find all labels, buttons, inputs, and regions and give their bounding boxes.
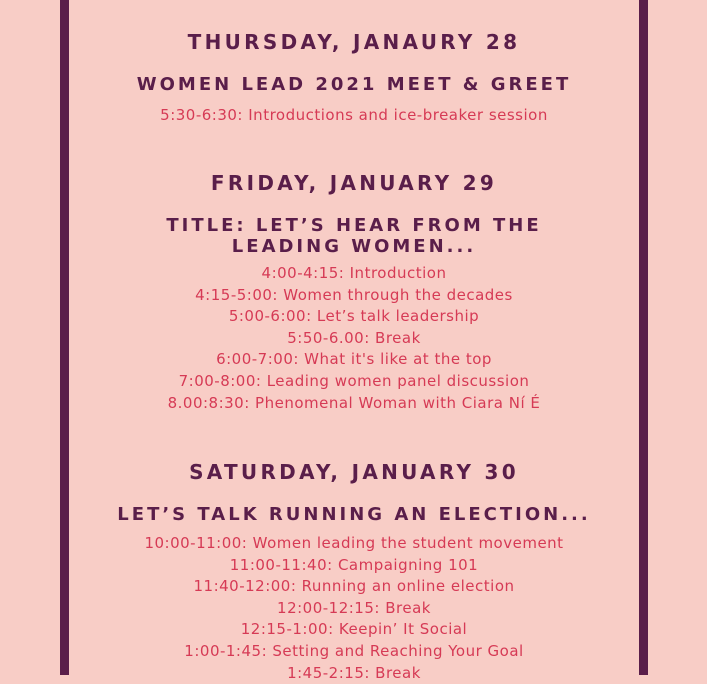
schedule-item: 1:00-1:45: Setting and Reaching Your Goal	[184, 641, 524, 660]
schedule-item: 5:00-6:00: Let’s talk leadership	[228, 307, 480, 326]
session-title-saturday	[69, 504, 639, 525]
day-heading: FRIDAY, JANUARY 29	[210, 171, 498, 195]
schedule-item: 10:00-11:00: Women leading the student movement	[144, 534, 564, 552]
session-title-line: TITLE: LET’S HEAR FROM THE	[166, 215, 542, 236]
session-title-line: LET’S TALK RUNNING AN ELECTION...	[117, 504, 591, 525]
day-section-friday	[69, 171, 639, 195]
session-title-line: WOMEN LEAD 2021 MEET & GREET	[136, 74, 572, 95]
session-items-thursday	[69, 105, 639, 127]
schedule-item: 5:30-6:30: Introductions and ice-breaker session	[160, 106, 548, 124]
session-items-saturday	[69, 533, 639, 684]
schedule-item: 8.00:8:30: Phenomenal Woman with Ciara Ní É	[167, 393, 541, 412]
schedule-item: 4:00-4:15: Introduction	[261, 264, 447, 282]
schedule-item: 11:00-11:40: Campaigning 101	[229, 555, 479, 574]
session-title-thursday	[69, 74, 639, 95]
schedule-item: 4:15-5:00: Women through the decades	[195, 285, 513, 304]
schedule-item: 6:00-7:00: What it's like at the top	[216, 350, 492, 369]
day-section-thursday	[69, 30, 639, 54]
day-heading: THURSDAY, JANAURY 28	[187, 30, 521, 54]
schedule-item: 1:45-2:15: Break	[287, 663, 421, 682]
schedule-item: 5:50-6.00: Break	[287, 328, 421, 347]
right-border	[639, 0, 648, 675]
day-heading: SATURDAY, JANUARY 30	[189, 460, 519, 484]
schedule-item: 12:00-12:15: Break	[277, 598, 431, 617]
day-section-saturday	[69, 460, 639, 484]
session-items-friday	[69, 263, 639, 414]
schedule-item: 7:00-8:00: Leading women panel discussion	[178, 371, 530, 390]
schedule-item: 12:15-1:00: Keepin’ It Social	[240, 620, 468, 639]
session-title-friday	[69, 215, 639, 257]
schedule-item: 11:40-12:00: Running an online election	[193, 577, 515, 596]
left-border	[60, 0, 69, 675]
session-title-line: LEADING WOMEN...	[231, 236, 477, 257]
